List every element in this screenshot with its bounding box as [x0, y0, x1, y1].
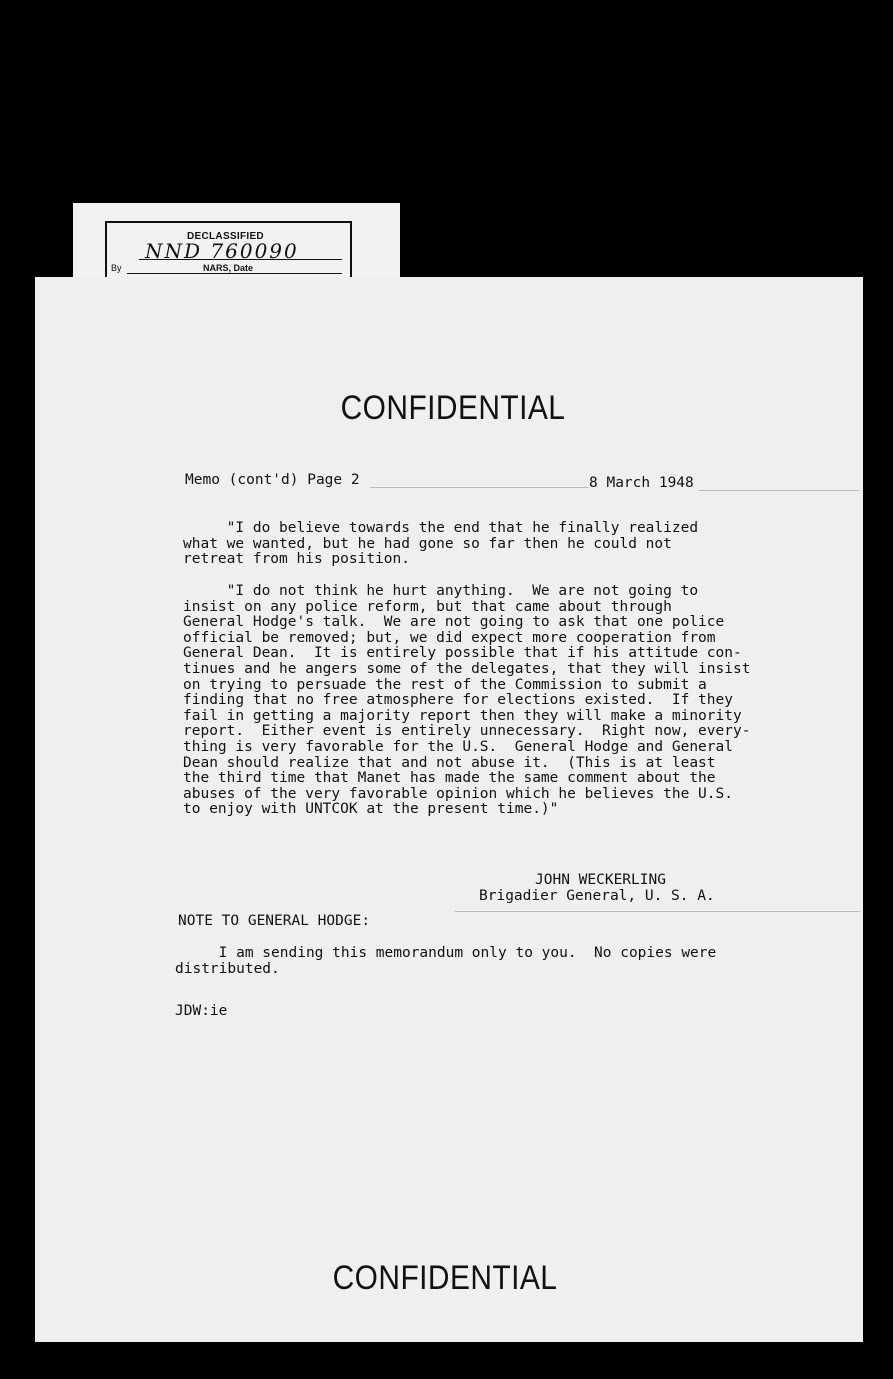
stamp-by-label: By — [111, 263, 122, 273]
paragraph-2: "I do not think he hurt anything. We are not going to insist on any police reform, but that came about through General Hodge's talk. We are not going to ask that one police official be removed; but, we did expect more cooperation from General Dean. It is entirely possible that if his attitude con- tinues and he angers some of the delegates, that they will insist on trying to persuade the rest of the Commission to submit a finding that no free atmosphere for elections existed. If they fail in getting a majority report then they will make a minority report. Either event is entirely unnecessary. Right now, every- thing is very favorable for the U.S. General Hodge and General Dean should realize that and not abuse it. (This is at least the third time that Manet has made the same comment about the abuses of the very favorable opinion which he believes the U.S. to enjoy with UNTCOK at the present time.)" — [183, 583, 751, 818]
stamp-declassified-label: DECLASSIFIED — [187, 231, 264, 242]
stamp-rule — [127, 273, 270, 274]
stamp-nars-date-label: NARS, Date — [203, 263, 254, 273]
stamp-rule — [259, 273, 342, 274]
memo-reference: Memo (cont'd) Page 2 — [185, 472, 360, 488]
signature-name: JOHN WECKERLING — [535, 872, 666, 888]
declassification-stamp — [105, 221, 352, 279]
typist-initials: JDW:ie — [175, 1003, 228, 1019]
paragraph-1: "I do believe towards the end that he finally realized what we wanted, but he had gone so far then he could not retreat from his position. — [183, 520, 699, 568]
memo-page — [35, 277, 863, 1342]
note-rule — [455, 911, 860, 912]
classification-header: CONFIDENTIAL — [340, 389, 566, 427]
memo-date: 8 March 1948 — [589, 475, 694, 491]
note-body: I am sending this memorandum only to you. No copies were distributed. — [175, 945, 717, 977]
signature-title: Brigadier General, U. S. A. — [479, 888, 715, 904]
note-heading: NOTE TO GENERAL HODGE: — [178, 913, 371, 929]
stamp-authority-number: NND 760090 — [145, 239, 299, 263]
stamp-rule — [139, 259, 342, 260]
header-rule — [370, 487, 588, 488]
header-rule — [699, 490, 859, 491]
classification-footer: CONFIDENTIAL — [332, 1259, 558, 1297]
